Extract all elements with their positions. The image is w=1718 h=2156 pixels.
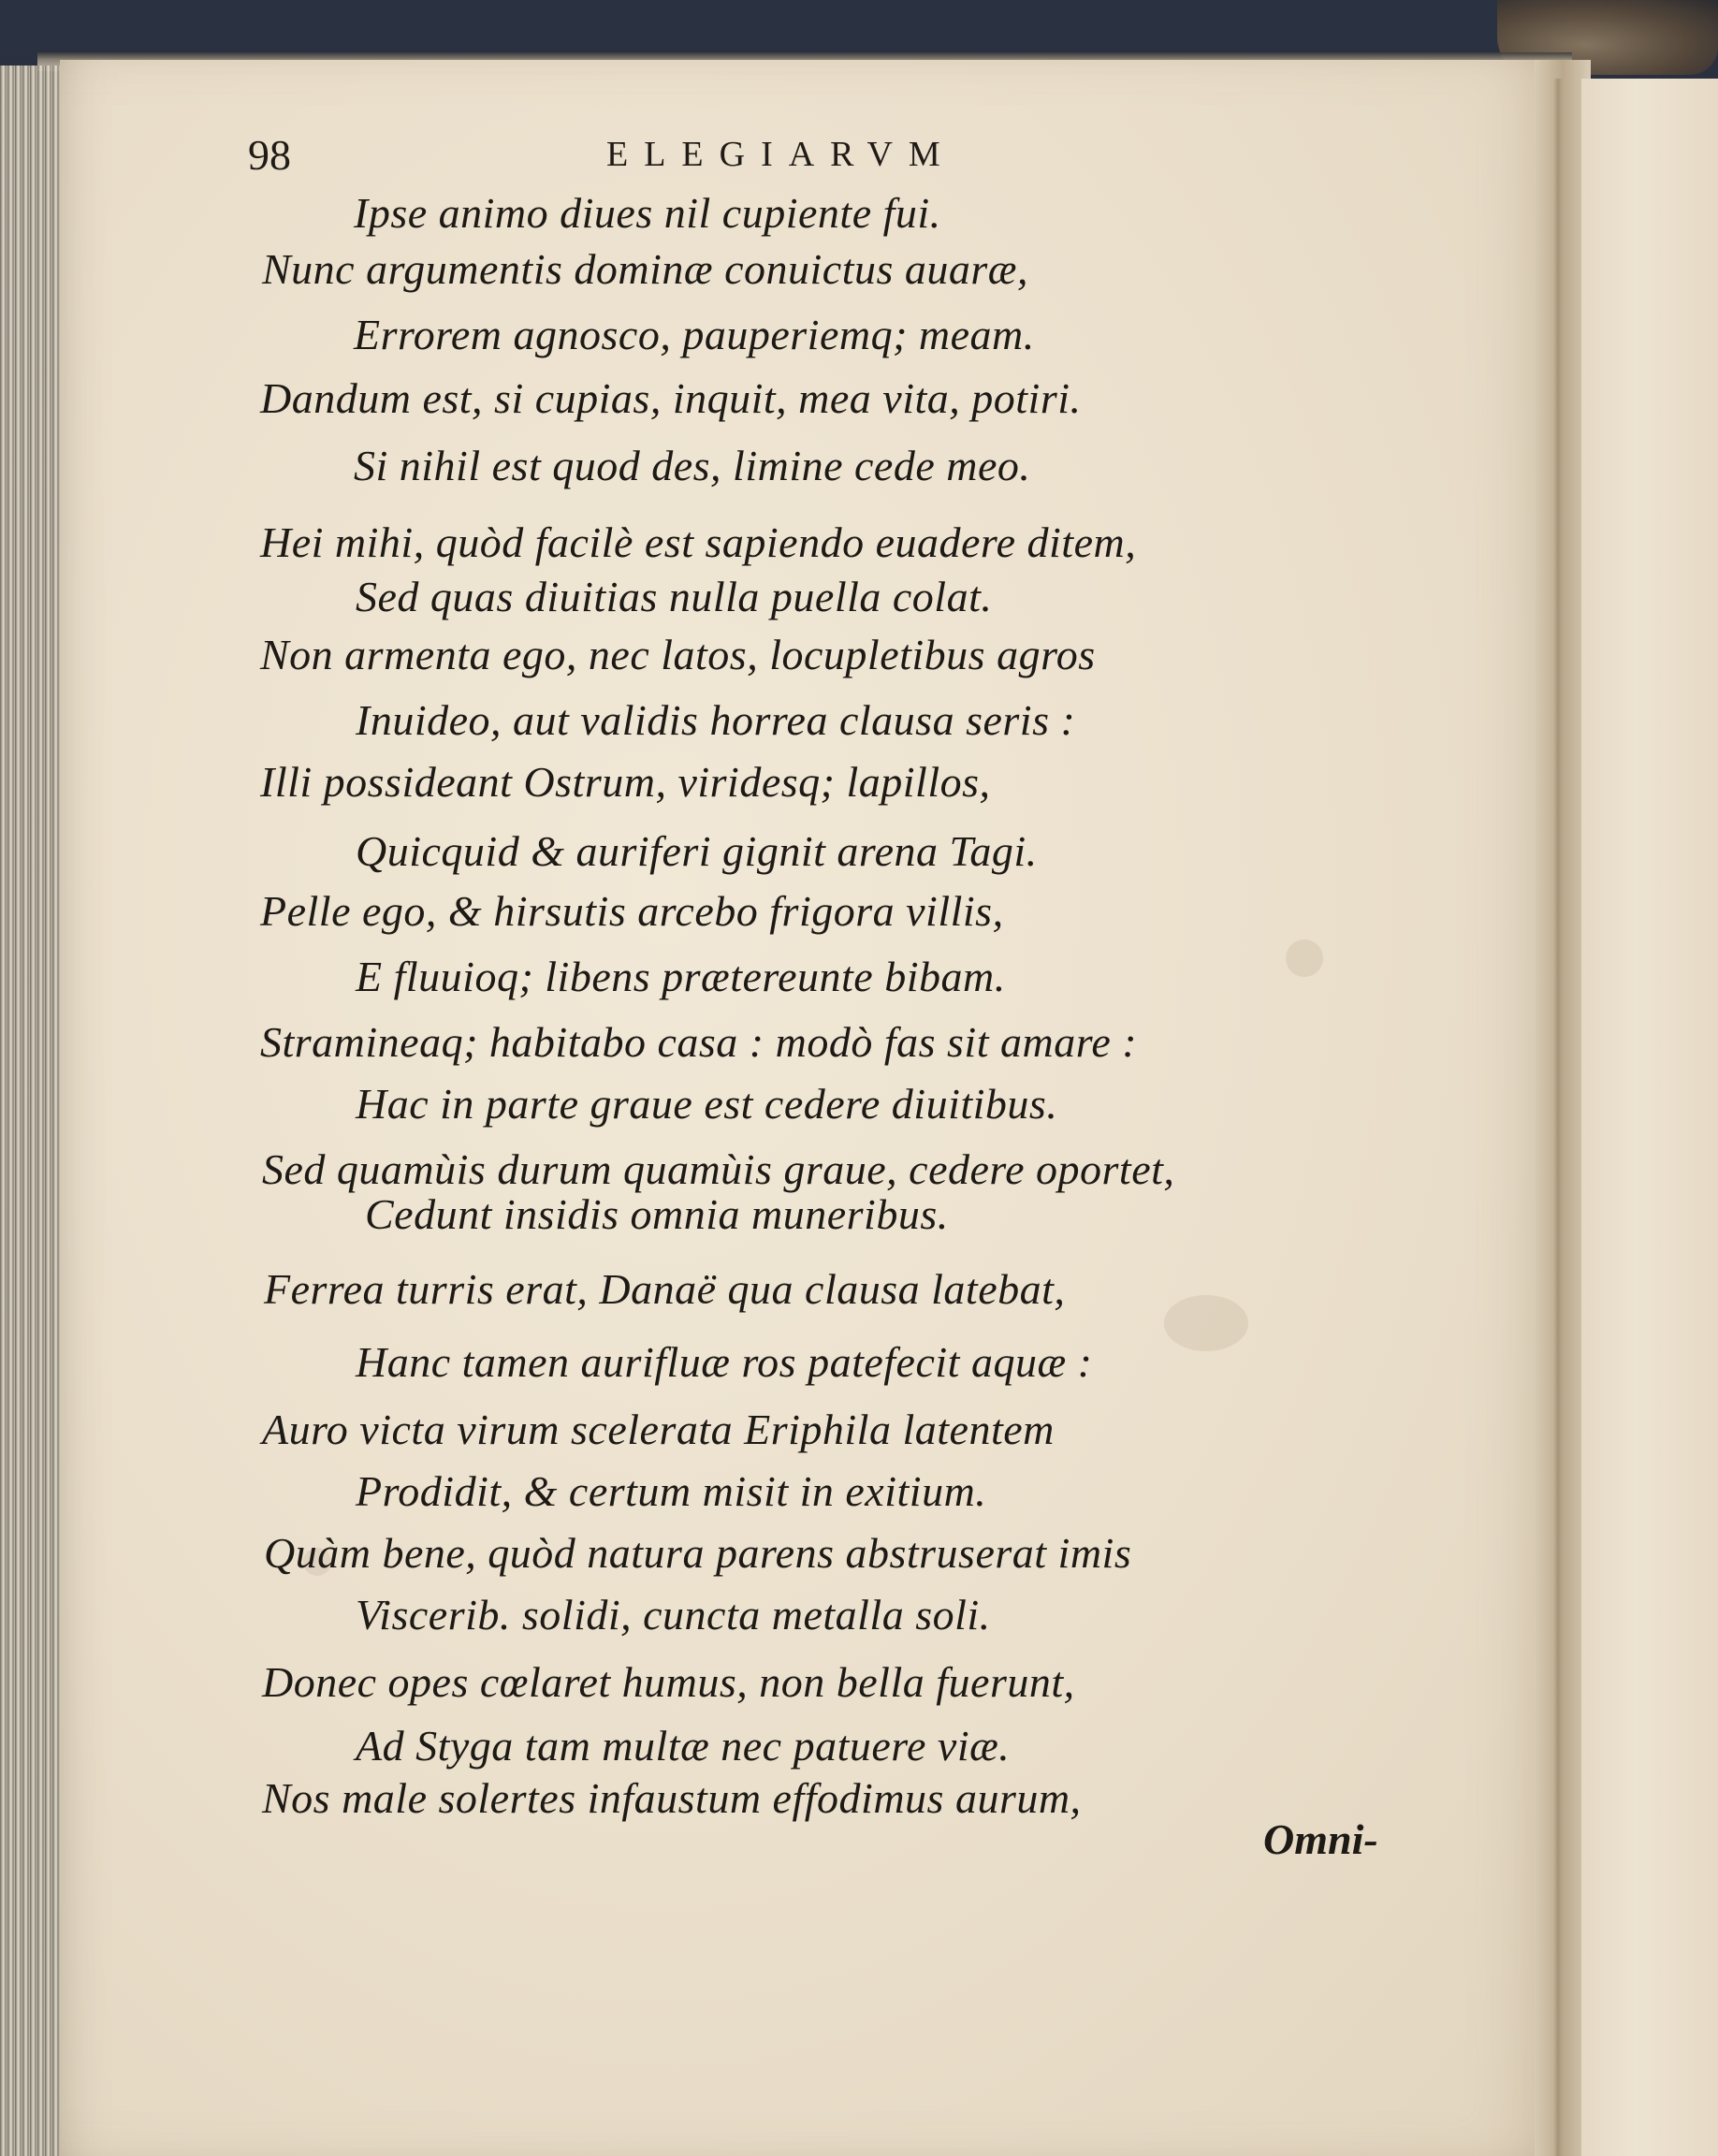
verse-line: Quàm bene, quòd natura parens abstruserat imis [264, 1529, 1132, 1577]
verse-line: Dandum est, si cupias, inquit, mea vita, potiri. [260, 374, 1082, 422]
page-number: 98 [248, 131, 291, 179]
verse-line: Errorem agnosco, pauperiemq; meam. [354, 311, 1035, 358]
verse-line: Nos male solertes infaustum effodimus aurum, [262, 1774, 1082, 1822]
running-head-title: ELEGIARVM [606, 135, 956, 174]
verse-line: E fluuioq; libens prætereunte bibam. [356, 953, 1006, 1000]
verse-line: Sed quamùis durum quamùis graue, cedere oportet, [262, 1145, 1175, 1193]
verse-line: Non armenta ego, nec latos, locupletibus agros [260, 631, 1096, 678]
verse-line: Donec opes cœlaret humus, non bella fuerunt, [262, 1658, 1075, 1706]
verse-line: Pelle ego, & hirsutis arcebo frigora villis, [260, 887, 1004, 935]
verse-line: Inuideo, aut validis horrea clausa seris : [356, 696, 1076, 744]
verse-line: Ipse animo diues nil cupiente fui. [354, 189, 941, 237]
verse-line: Ferrea turris erat, Danaë qua clausa latebat, [264, 1265, 1066, 1313]
verse-line: Nunc argumentis dominæ conuictus auaræ, [262, 245, 1028, 293]
verse-line: Si nihil est quod des, limine cede meo. [354, 442, 1031, 489]
verse-line: Auro victa virum scelerata Eriphila latentem [262, 1406, 1055, 1453]
catchword: Omni- [1263, 1815, 1378, 1863]
verse-line: Cedunt insidis omnia muneribus. [365, 1190, 949, 1238]
verse-line: Ad Styga tam multæ nec patuere viæ. [356, 1722, 1011, 1770]
verse-line: Hei mihi, quòd facilè est sapiendo euadere ditem, [260, 518, 1137, 566]
verse-line: Illi possideant Ostrum, viridesq; lapillos, [260, 758, 991, 806]
verse-line: Stramineaq; habitabo casa : modò fas sit amare : [260, 1018, 1138, 1066]
verse-line: Hac in parte graue est cedere diuitibus. [356, 1080, 1058, 1128]
verse-line: Hanc tamen aurifluæ ros patefecit aquæ : [356, 1338, 1093, 1386]
verse-line: Sed quas diuitias nulla puella colat. [356, 573, 993, 620]
verse-line: Quicquid & auriferi gignit arena Tagi. [356, 827, 1038, 875]
verse-line: Viscerib. solidi, cuncta metalla soli. [356, 1591, 991, 1639]
verse-line: Prodidit, & certum misit in exitium. [356, 1467, 987, 1515]
